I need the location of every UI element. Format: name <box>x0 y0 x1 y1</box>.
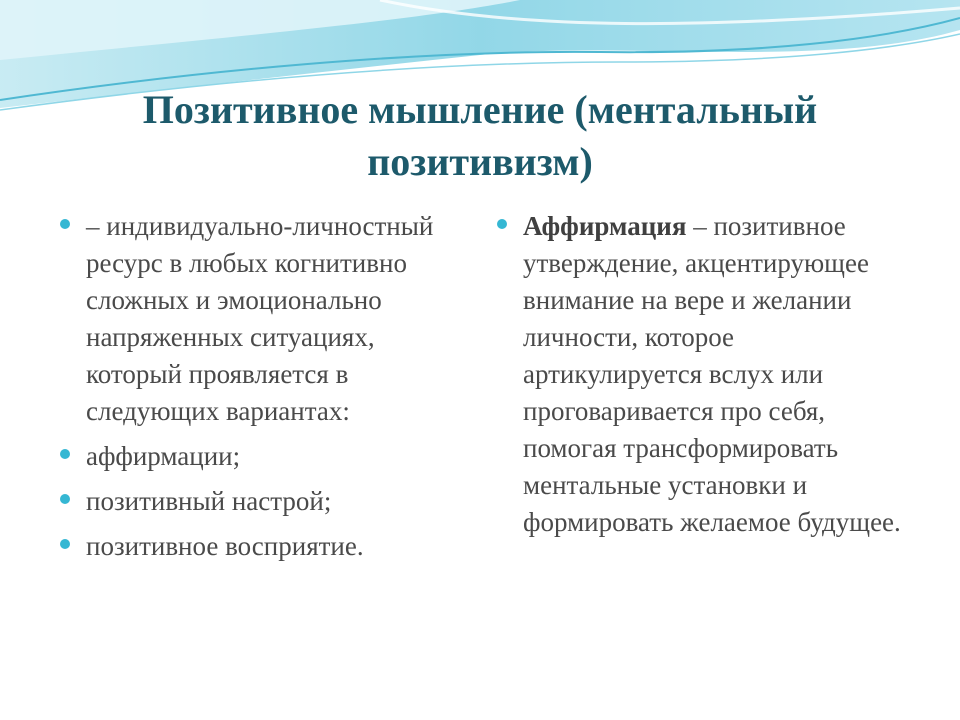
left-column <box>60 208 470 573</box>
list-item-text: позитивный настрой; <box>86 486 332 516</box>
list-item <box>60 483 470 520</box>
list-item-text: аффирмации; <box>86 441 241 471</box>
slide-title: Позитивное мышление (ментальный позитивизм) <box>142 87 818 184</box>
bullet-dot-icon <box>60 539 70 549</box>
bullet-dot-icon <box>60 494 70 504</box>
definition-item <box>497 208 912 541</box>
list-item-text: – индивидуально-личностный ресурс в любых когнитивно сложных и эмоционально напряженных ситуациях, который проявляется в следующих вариантах: <box>86 211 434 426</box>
right-column <box>497 208 912 549</box>
list-item <box>60 208 470 430</box>
definition-text: – позитивное утверждение, акцентирующее внимание на вере и желании личности, которое артикулируется вслух или проговаривается про себя, помогая трансформировать ментальные установки и формировать желаемое будущее. <box>523 211 901 537</box>
bullet-dot-icon <box>60 219 70 229</box>
bullet-dot-icon <box>60 449 70 459</box>
list-item <box>60 528 470 565</box>
list-item <box>60 438 470 475</box>
definition-term: Аффирмация <box>523 211 687 241</box>
bullet-dot-icon <box>497 219 507 229</box>
list-item-text: позитивное восприятие. <box>86 531 364 561</box>
